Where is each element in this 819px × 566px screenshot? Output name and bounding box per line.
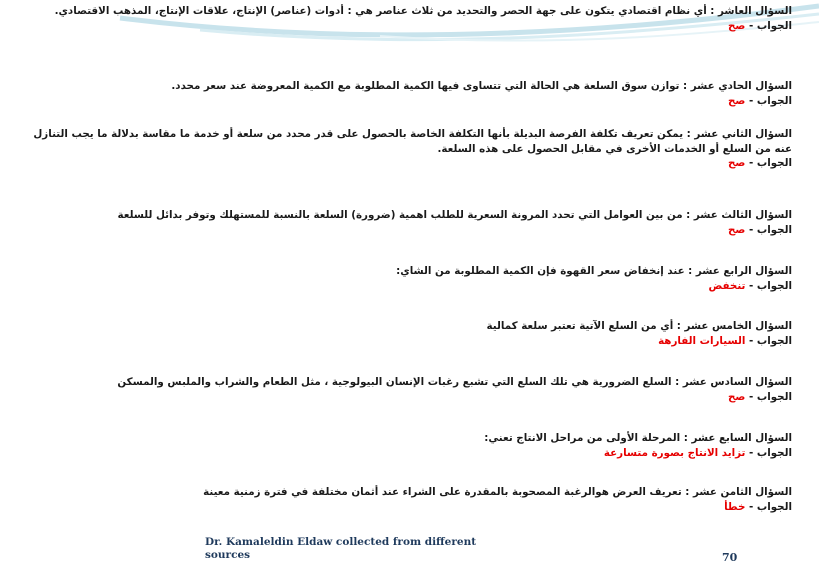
question-text: السؤال الخامس عشر : أي من السلع الآتية تعتبر سلعة كمالية (486, 320, 792, 332)
question-text: السؤال الثامن عشر : تعريف العرض هوالرغبة المصحوبة بالمقدرة على الشراء عند أثمان مختلفة في فترة زمنية معينة (203, 486, 792, 498)
answer-label: الجواب - (748, 279, 792, 292)
answer-line (22, 279, 792, 294)
qa-item-10 (22, 4, 792, 79)
answer-line (22, 223, 792, 238)
answer-line (22, 446, 792, 461)
answer-label: الجواب - (748, 94, 792, 107)
answer-value: السيارات الفارهة (658, 334, 746, 347)
answer-label: الجواب - (748, 500, 792, 513)
answer-value: صح (728, 390, 746, 403)
qa-item-12 (22, 127, 792, 208)
answer-label: الجواب - (748, 334, 792, 347)
qa-list (22, 4, 792, 514)
answer-line (22, 500, 792, 515)
question-text: السؤال العاشر : أي نظام اقتصادي يتكون على جهة الحصر والتحديد من ثلاث عناصر هي : أدوات (عناصر) الإنتاج، علاقات الإنتاج، المذهب الاقتصادي. (54, 5, 792, 17)
footer-credit (205, 536, 505, 562)
qa-item-16 (22, 375, 792, 431)
answer-line (22, 390, 792, 405)
answer-value: صح (728, 223, 746, 236)
answer-value: صح (728, 19, 746, 32)
question-text: السؤال الحادي عشر : توازن سوق السلعة هي الحالة التي تتساوى فيها الكمية المطلوبة مع الكمية المعروضة عند سعر محدد. (171, 80, 792, 92)
answer-label: الجواب - (748, 157, 792, 169)
answer-value: صح (728, 94, 746, 107)
answer-label: الجواب - (748, 390, 792, 403)
answer-value: تنخفض (708, 279, 746, 292)
answer-line (22, 94, 792, 109)
qa-item-11 (22, 79, 792, 127)
question-text: السؤال الثاني عشر : يمكن تعريف تكلفة الفرصة البديلة بأنها التكلفة الخاصة بالحصول على قدر محدد من سلعة أو خدمة ما مقاسة بدلالة ما يجب التنازل عنه من السلع أو الخدمات الأخرى في مقابل الحصول على هذه السلعة. (33, 128, 792, 155)
answer-value: تزايد الانتاج بصورة متسارعة (603, 446, 746, 459)
question-text: السؤال الرابع عشر : عند إنخفاض سعر القهوة فإن الكمية المطلوبة من الشاي: (396, 265, 792, 277)
qa-item-13 (22, 208, 792, 264)
qa-item-15 (22, 319, 792, 375)
answer-label: الجواب - (748, 223, 792, 236)
answer-line (22, 19, 792, 34)
qa-item-14 (22, 264, 792, 319)
answer-line (22, 334, 792, 349)
question-text: السؤال الثالث عشر : من بين العوامل التي تحدد المرونة السعرية للطلب اهمية (ضرورة) السلعة بالنسبة للمستهلك وتوفر بدائل للسلعة (117, 209, 792, 221)
footer-credit-line1: Dr. Kamaleldin Eldaw collected from different (205, 536, 477, 548)
question-text: السؤال السادس عشر : السلع الضرورية هي تلك السلع التي تشبع رغبات الإنسان البيولوجية ، مثل الطعام والشراب والملبس والمسكن (117, 376, 792, 388)
question-text: السؤال السابع عشر : المرحلة الأولى من مراحل الانتاج تعني: (484, 432, 792, 444)
qa-item-18 (22, 485, 792, 514)
answer-value: خطأ (724, 500, 746, 513)
page-number: 70 (722, 551, 738, 564)
answer-label: الجواب - (748, 446, 792, 459)
qa-item-17 (22, 431, 792, 485)
footer-credit-line2: sources (205, 549, 251, 561)
answer-value: صح (728, 157, 746, 169)
answer-line (22, 156, 792, 171)
answer-label: الجواب - (748, 19, 792, 32)
